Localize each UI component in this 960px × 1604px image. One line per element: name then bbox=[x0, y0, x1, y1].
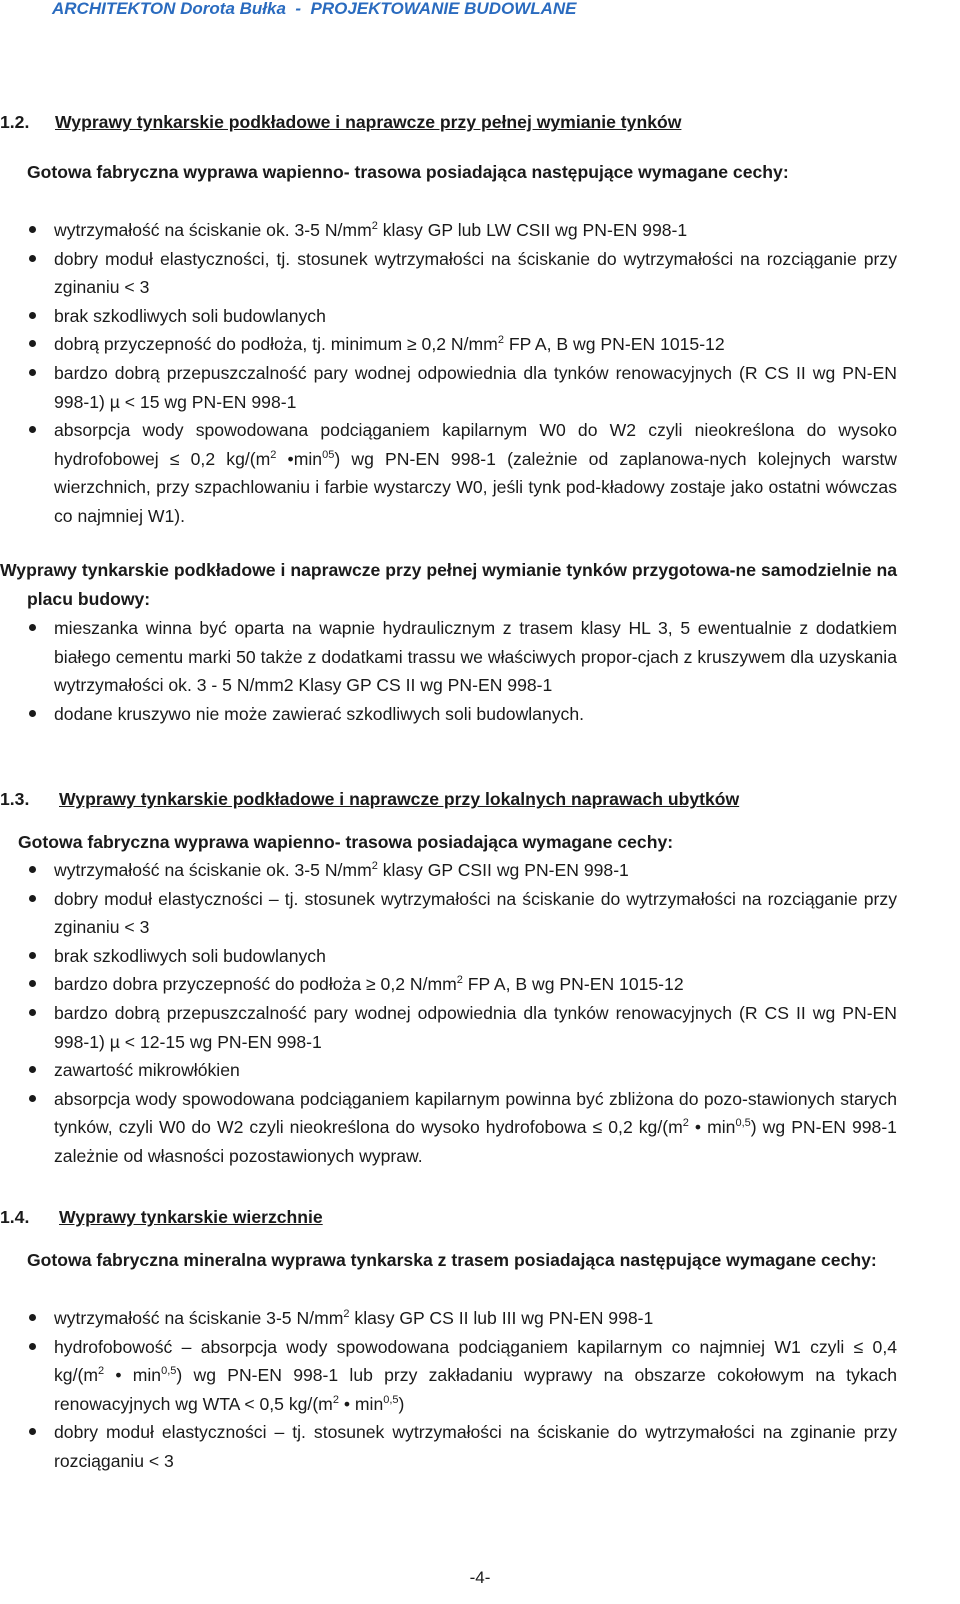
list-item: brak szkodliwych soli budowlanych bbox=[27, 942, 897, 971]
section-1-3-intro: Gotowa fabryczna wyprawa wapienno- trasowa posiadająca wymagane cechy: bbox=[18, 832, 674, 852]
list-item: absorpcja wody spowodowana podciąganiem kapilarnym W0 do W2 czyli nieokreślona do wysoko hydrofobowej ≤ 0,2 $kg/(m^2$ $•\min^{05}$) wg PN-EN 998-1 (zależnie od zaplanowa-nych kolejnych warstw wierzchnich, przy szpachlowaniu i farbie wystarczy W0, jeśli tynk pod-kładowy zostaje jako ostatni wówczas co najmniej W1). bbox=[27, 416, 897, 530]
list-item: absorpcja wody spowodowana podciąganiem kapilarnym powinna być zbliżona do pozo-stawionych starych tynków, czyli W0 do W2 czyli nieokreślona do wysoko hydrofobowa ≤ 0,2 $kg/(m^2$ • $\min^{0,5}$) wg PN-EN 998-1 zależnie od własności pozostawionych wypraw. bbox=[27, 1085, 897, 1171]
section-1-4-intro: Gotowa fabryczna mineralna wyprawa tynkarska z trasem posiadająca następujące wymagane cechy: bbox=[27, 1250, 877, 1270]
list-item: mieszanka winna być oparta na wapnie hydraulicznym z trasem klasy HL 3, 5 ewentualnie z dodatkiem białego cementu marki 50 także z dodatkami trassu we właściwych propor-cjach z kruszywem dla uzyskania wytrzymałości ok. 3 - 5 N/mm2 Klasy GP CS II wg PN-EN 998-1 bbox=[27, 614, 897, 700]
list-item: dobry moduł elastyczności – tj. stosunek wytrzymałości na ściskanie do wytrzymałości na zginanie przy rozciąganiu < 3 bbox=[27, 1418, 897, 1475]
section-1-2-intro: Gotowa fabryczna wyprawa wapienno- trasowa posiadająca następujące wymagane cechy: bbox=[27, 162, 789, 182]
list-item: dobry moduł elastyczności – tj. stosunek wytrzymałości na ściskanie do wytrzymałości na rozciąganie przy zginaniu < 3 bbox=[27, 885, 897, 942]
list-item: dobry moduł elastyczności, tj. stosunek wytrzymałości na ściskanie do wytrzymałości na rozciąganie przy zginaniu < 3 bbox=[27, 245, 897, 302]
list-item: wytrzymałość na ściskanie 3-5 $N/mm^2$ klasy GP CS II lub III wg PN-EN 998-1 bbox=[27, 1304, 897, 1333]
list-item: bardzo dobrą przepuszczalność pary wodnej odpowiednia dla tynków renowacyjnych (R CS II wg PN-EN 998-1) µ < 15 wg PN-EN 998-1 bbox=[27, 359, 897, 416]
list-item: wytrzymałość na ściskanie ok. 3-5 $N/mm^2$ klasy GP CSII wg PN-EN 998-1 bbox=[27, 856, 897, 885]
section-number-1-4: 1.4. bbox=[0, 1207, 30, 1227]
list-item: hydrofobowość – absorpcja wody spowodowana podciąganiem kapilarnym co najmniej W1 czyli ≤ 0,4 $kg/(m^2$ • $\min^{0,5}$) wg PN-EN 998-1 lub przy zakładaniu wyprawy na obszarze cokołowym na tykach renowacyjnych wg WTA < 0,5 $kg/(m^2$ • $\min^{0,5}$) bbox=[27, 1333, 897, 1419]
list-item: dobrą przyczepność do podłoża, tj. minimum ≥ 0,2 $N/mm^2$ FP A, B wg PN-EN 1015-12 bbox=[27, 330, 897, 359]
list-item: dodane kruszywo nie może zawierać szkodliwych soli budowlanych. bbox=[27, 700, 897, 729]
section-1-4-list bbox=[27, 1304, 897, 1476]
list-item: brak szkodliwych soli budowlanych bbox=[27, 302, 897, 331]
running-header: ARCHITEKTON Dorota Bułka - PROJEKTOWANIE BUDOWLANE bbox=[52, 0, 577, 18]
list-item: bardzo dobra przyczepność do podłoża ≥ 0,2 $N/mm^2$ FP A, B wg PN-EN 1015-12 bbox=[27, 970, 897, 999]
list-item: zawartość mikrowłókien bbox=[27, 1056, 897, 1085]
list-item: wytrzymałość na ściskanie ok. 3-5 $N/mm^2$ klasy GP lub LW CSII wg PN-EN 998-1 bbox=[27, 216, 897, 245]
section-1-2b-title: Wyprawy tynkarskie podkładowe i naprawcze przy pełnej wymianie tynków przygotowa-ne samodzielnie na placu budowy: bbox=[0, 560, 897, 609]
section-1-2b-list bbox=[27, 614, 897, 728]
page-number: -4- bbox=[469, 1568, 491, 1587]
list-item: bardzo dobrą przepuszczalność pary wodnej odpowiednia dla tynków renowacyjnych (R CS II wg PN-EN 998-1) µ < 12-15 wg PN-EN 998-1 bbox=[27, 999, 897, 1056]
section-title-1-2: Wyprawy tynkarskie podkładowe i naprawcze przy pełnej wymianie tynków bbox=[55, 112, 682, 132]
section-number-1-2: 1.2. bbox=[0, 112, 30, 132]
section-title-1-3: Wyprawy tynkarskie podkładowe i naprawcze przy lokalnych naprawach ubytków bbox=[59, 789, 740, 809]
section-number-1-3: 1.3. bbox=[0, 789, 30, 809]
section-title-1-4: Wyprawy tynkarskie wierzchnie bbox=[59, 1207, 323, 1227]
section-1-2-list bbox=[27, 216, 897, 531]
section-1-3-list bbox=[27, 856, 897, 1171]
